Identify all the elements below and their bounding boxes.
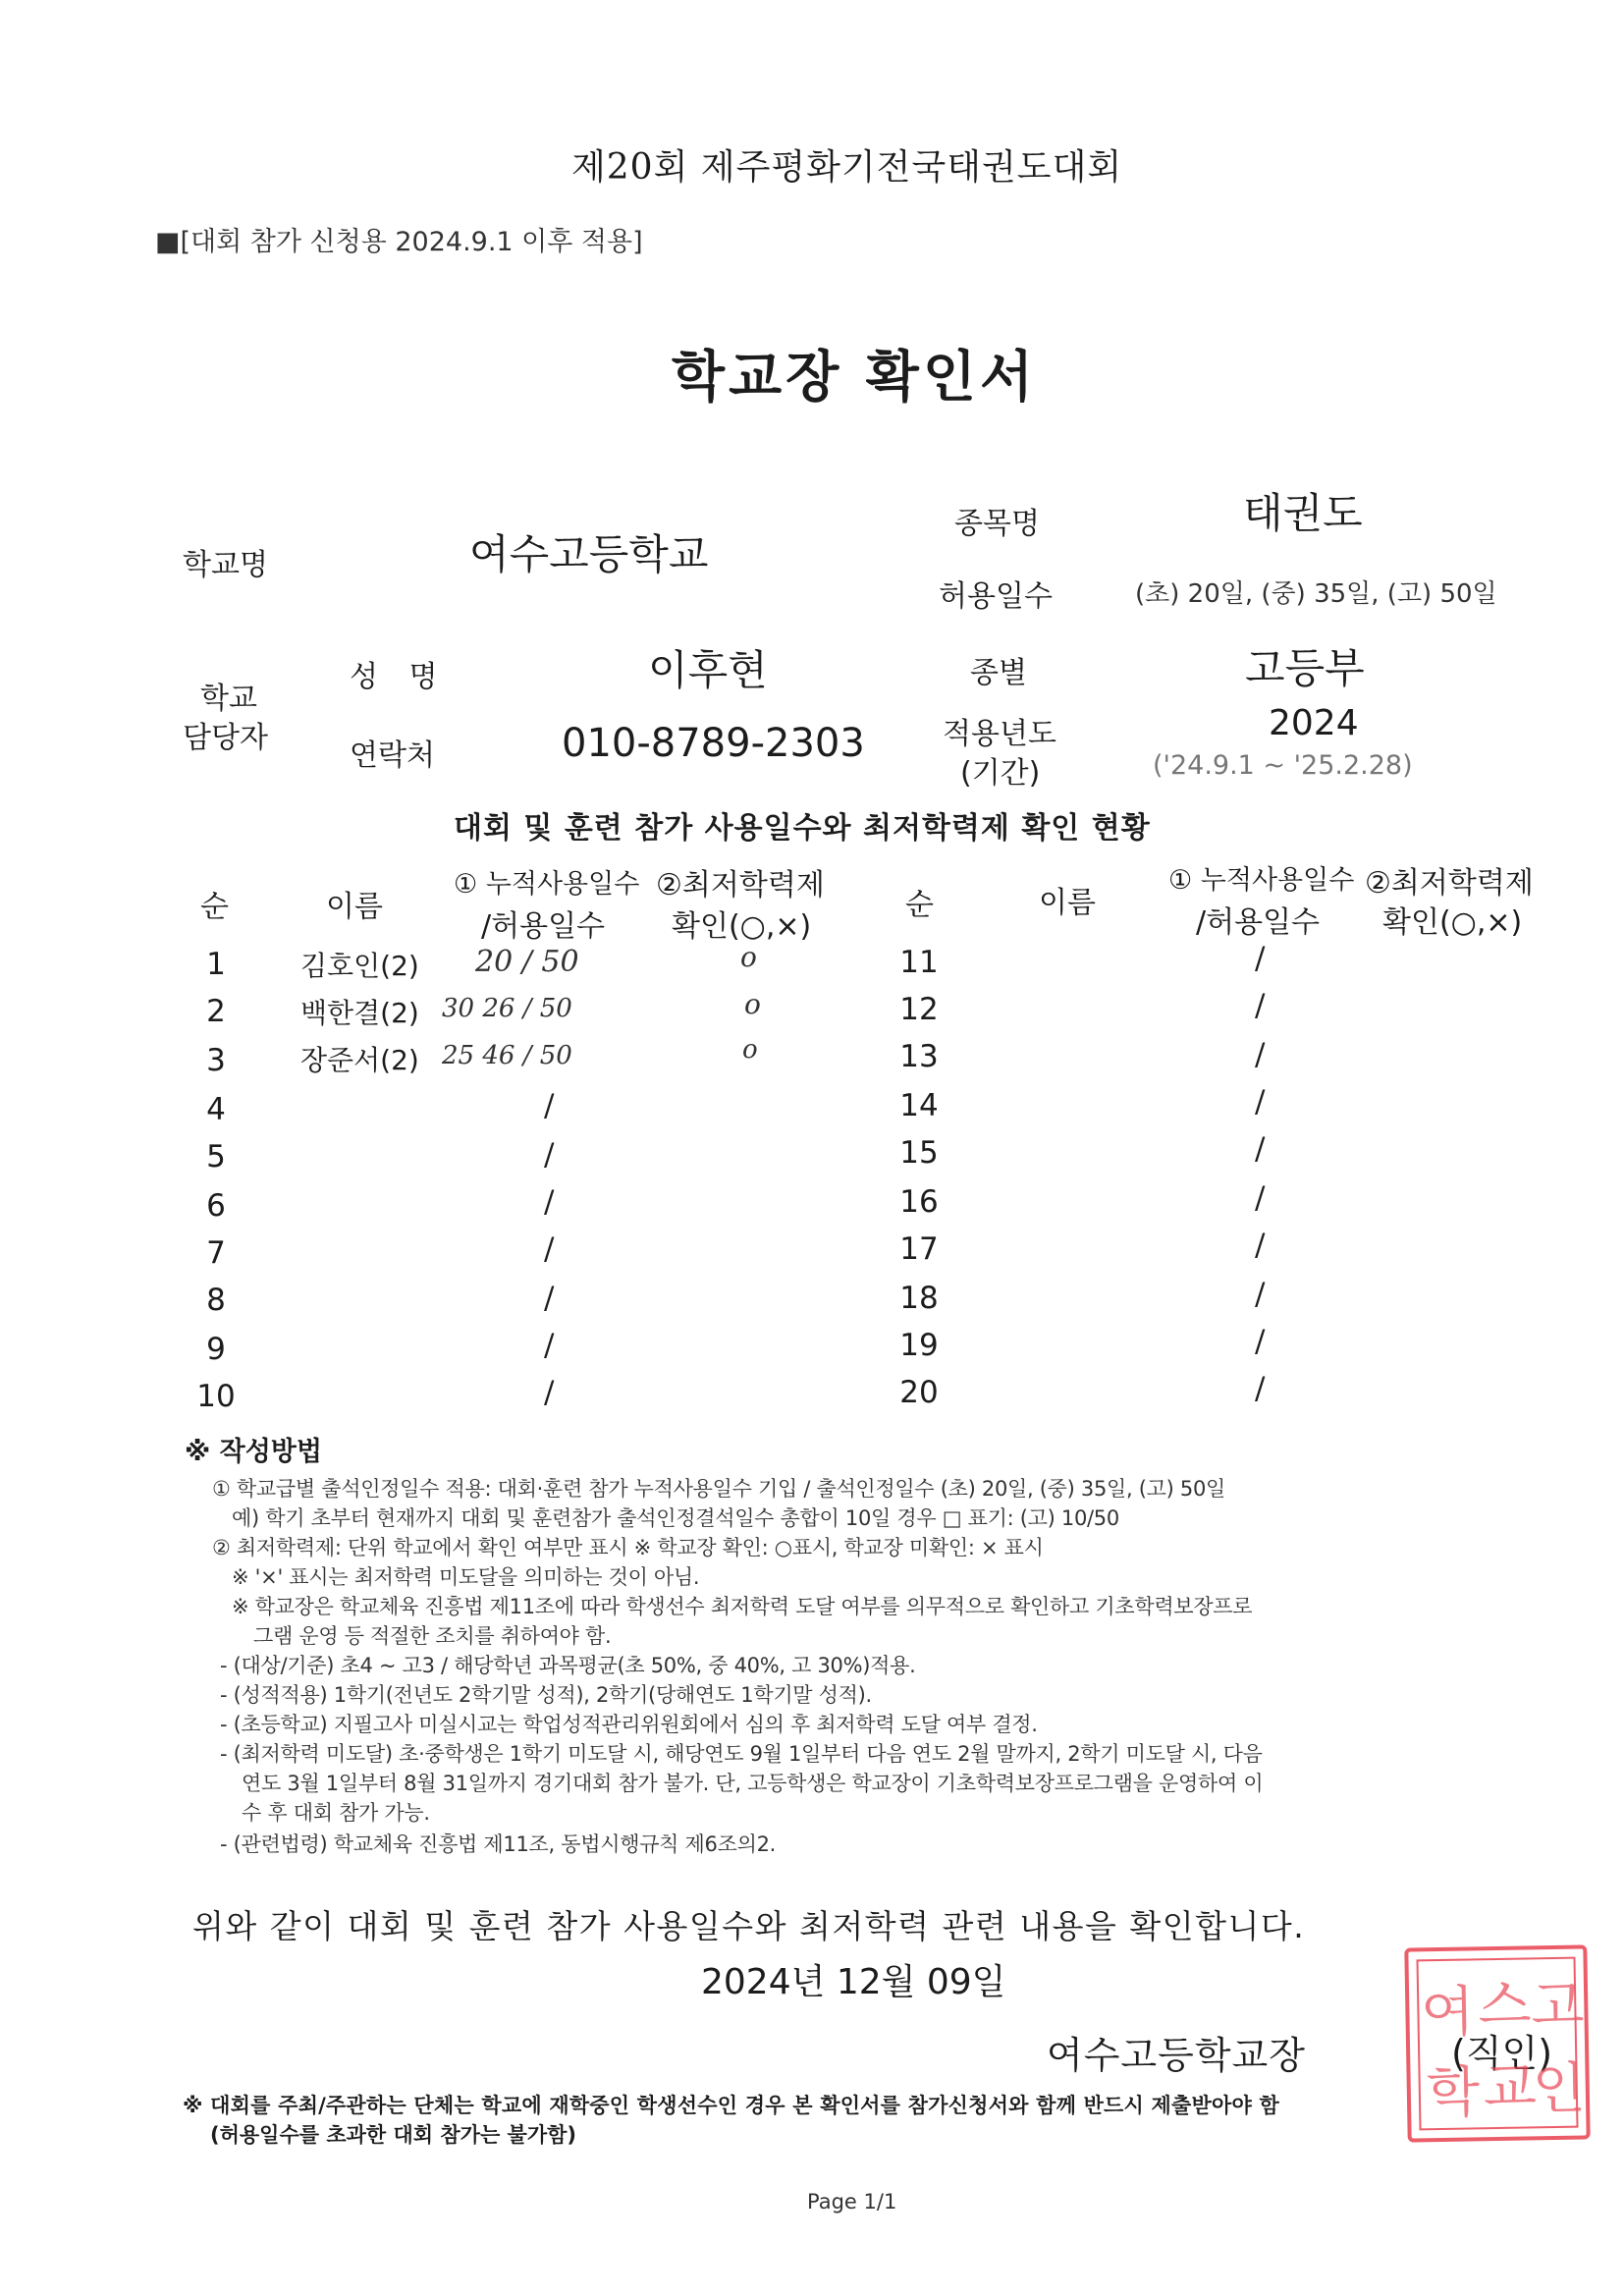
header-no-left: 순 <box>200 890 229 924</box>
header-used-right-2: /허용일수 <box>1196 905 1321 940</box>
row-no: 20 <box>899 1375 939 1410</box>
table-title: 대회 및 훈련 참가 사용일수와 최저학력제 확인 현황 <box>454 811 1151 846</box>
header-no-right: 순 <box>905 888 934 922</box>
note-line: - (최저학력 미도달) 초·중학생은 1학기 미도달 시, 해당연도 9월 1일부터 다음 연도 2월 말까지, 2학기 미도달 시, 다음 <box>220 1742 1263 1766</box>
allowed-days-label: 허용일수 <box>939 579 1053 614</box>
row-used-days: / <box>544 1088 555 1123</box>
row-used-days: / <box>544 1281 555 1316</box>
row-used-days: / <box>1255 1084 1266 1120</box>
row-used-days: / <box>1255 1371 1266 1406</box>
sport-label: 종목명 <box>954 507 1040 541</box>
row-used-days: / <box>544 1137 555 1173</box>
header-name-right: 이름 <box>1039 886 1096 920</box>
note-line: - (초등학교) 지필고사 미실시교는 학업성적관리위원회에서 심의 후 최저학력 도달 여부 결정. <box>220 1713 1038 1736</box>
header-used-left-2: /허용일수 <box>481 909 606 944</box>
footer-note-line1: ※ 대회를 주최/주관하는 단체는 학교에 재학중인 학생선수인 경우 본 확인서를 참가신청서와 함께 반드시 제출받아야 함 <box>183 2094 1279 2117</box>
document-title: 학교장 확인서 <box>672 346 1038 410</box>
note-line: ① 학교급별 출석인정일수 적용: 대회·훈련 참가 누적사용일수 기입 / 출석인정일수 (초) 20일, (중) 35일, (고) 50일 <box>212 1477 1226 1501</box>
sport: 태권도 <box>1243 489 1363 537</box>
apply-year: 2024 <box>1269 703 1359 743</box>
contact-label: 연락처 <box>350 738 435 773</box>
school-name-label: 학교명 <box>183 548 268 582</box>
header-used-left-1: ① 누적사용일수 <box>454 869 640 900</box>
signer-title: 여수고등학교장 <box>1047 2034 1306 2077</box>
row-used-days: / <box>1255 1037 1266 1072</box>
header-used-right-1: ① 누적사용일수 <box>1168 865 1355 896</box>
header-min-left-1: ②최저학력제 <box>656 868 825 902</box>
row-no: 12 <box>899 992 939 1027</box>
division-label: 종별 <box>970 656 1027 690</box>
header-min-right-2: 확인(○,×) <box>1382 905 1523 940</box>
row-used-days: / <box>1255 988 1266 1023</box>
page-number: Page 1/1 <box>807 2190 897 2214</box>
year-label-line1: 적용년도 <box>943 717 1056 751</box>
row-no: 2 <box>206 994 226 1029</box>
event-title: 제20회 제주평화기전국태권도대회 <box>571 147 1123 188</box>
row-used-days: / <box>1255 1228 1266 1263</box>
header-min-right-1: ②최저학력제 <box>1365 866 1534 901</box>
contact-number: 010-8789-2303 <box>562 721 865 766</box>
row-no: 3 <box>206 1043 226 1078</box>
row-used-days: / <box>1255 1277 1266 1312</box>
row-no: 4 <box>206 1092 226 1127</box>
row-min-check: o <box>740 941 757 973</box>
note-line: ※ '×' 표시는 최저학력 미도달을 의미하는 것이 아님. <box>232 1565 700 1589</box>
row-no: 14 <box>899 1088 939 1123</box>
row-no: 19 <box>899 1328 939 1363</box>
row-min-check: o <box>742 1035 758 1065</box>
row-no: 7 <box>206 1235 226 1271</box>
header-name-left: 이름 <box>326 890 383 924</box>
row-used-days: / <box>1255 1324 1266 1359</box>
note-line: - (대상/기준) 초4 ~ 고3 / 해당학년 과목평균(초 50%, 중 40%, 고 30%)적용. <box>220 1654 916 1677</box>
manager-name: 이후현 <box>648 646 768 694</box>
manager-label-line1: 학교 <box>200 682 257 716</box>
footer-note-line2: (허용일수를 초과한 대회 참가는 불가함) <box>210 2123 577 2147</box>
header-min-left-2: 확인(○,×) <box>672 909 812 944</box>
name-label: 성 명 <box>350 660 438 694</box>
row-used-days: / <box>1255 941 1266 976</box>
row-no: 13 <box>899 1039 939 1074</box>
row-used-days: / <box>544 1375 555 1410</box>
row-no: 16 <box>899 1184 939 1220</box>
row-used-days: / <box>1255 1131 1266 1167</box>
application-note: ■[대회 참가 신청용 2024.9.1 이후 적용] <box>155 227 643 257</box>
row-used-days: 25 46 / 50 <box>442 1041 572 1070</box>
row-used-days: / <box>1255 1180 1266 1216</box>
note-line: 수 후 대회 참가 가능. <box>242 1801 430 1825</box>
row-used-days: 20 / 50 <box>475 945 579 979</box>
note-line: ※ 학교장은 학교체육 진흥법 제11조에 따라 학생선수 최저학력 도달 여부를 의무적으로 확인하고 기초학력보장프로 <box>232 1595 1253 1618</box>
school-name: 여수고등학교 <box>469 530 709 578</box>
row-no: 11 <box>899 945 939 980</box>
row-no: 8 <box>206 1283 226 1318</box>
confirmation-date: 2024년 12월 09일 <box>701 1962 1006 2002</box>
notes-heading: ※ 작성방법 <box>185 1437 322 1467</box>
row-no: 17 <box>899 1231 939 1267</box>
row-used-days: / <box>544 1231 555 1267</box>
row-no: 9 <box>206 1332 226 1367</box>
row-used-days: / <box>544 1328 555 1363</box>
note-line: 예) 학기 초부터 현재까지 대회 및 훈련참가 출석인정결석일수 총합이 10일 경우 □ 표기: (고) 10/50 <box>232 1506 1119 1530</box>
note-line: ② 최저학력제: 단위 학교에서 확인 여부만 표시 ※ 학교장 확인: ○표시, 학교장 미확인: × 표시 <box>212 1536 1044 1559</box>
row-no: 18 <box>899 1281 939 1316</box>
year-label-line2: (기간) <box>960 756 1041 791</box>
seal-label: (직인) <box>1451 2032 1553 2075</box>
row-no: 1 <box>206 947 226 982</box>
allowed-days: (초) 20일, (중) 35일, (고) 50일 <box>1135 579 1497 609</box>
row-no: 6 <box>206 1188 226 1224</box>
row-name: 김호인(2) <box>300 950 419 982</box>
row-no: 10 <box>196 1379 236 1414</box>
confirmation-statement: 위와 같이 대회 및 훈련 참가 사용일수와 최저학력 관련 내용을 확인합니다. <box>192 1907 1306 1945</box>
note-line: 연도 3월 1일부터 8월 31일까지 경기대회 참가 불가. 단, 고등학생은 학교장이 기초학력보장프로그램을 운영하여 이 <box>242 1772 1264 1795</box>
row-no: 5 <box>206 1139 226 1175</box>
row-name: 장준서(2) <box>300 1044 419 1076</box>
row-name: 백한결(2) <box>300 997 419 1029</box>
division: 고등부 <box>1245 644 1365 692</box>
row-no: 15 <box>899 1135 939 1171</box>
manager-label-line2: 담당자 <box>183 721 268 755</box>
row-min-check: o <box>744 988 761 1020</box>
row-used-days: 30 26 / 50 <box>442 994 572 1023</box>
school-seal-stamp: 여 스 고 학 교 인 <box>1404 1944 1590 2142</box>
row-used-days: / <box>544 1184 555 1220</box>
note-line: 그램 운영 등 적절한 조치를 취하여야 함. <box>253 1624 612 1648</box>
apply-period: ('24.9.1 ~ '25.2.28) <box>1153 750 1413 781</box>
note-line: - (성적적용) 1학기(전년도 2학기말 성적), 2학기(당해연도 1학기말 성적). <box>220 1683 872 1707</box>
note-line: - (관련법령) 학교체육 진흥법 제11조, 동법시행규칙 제6조의2. <box>220 1832 776 1856</box>
